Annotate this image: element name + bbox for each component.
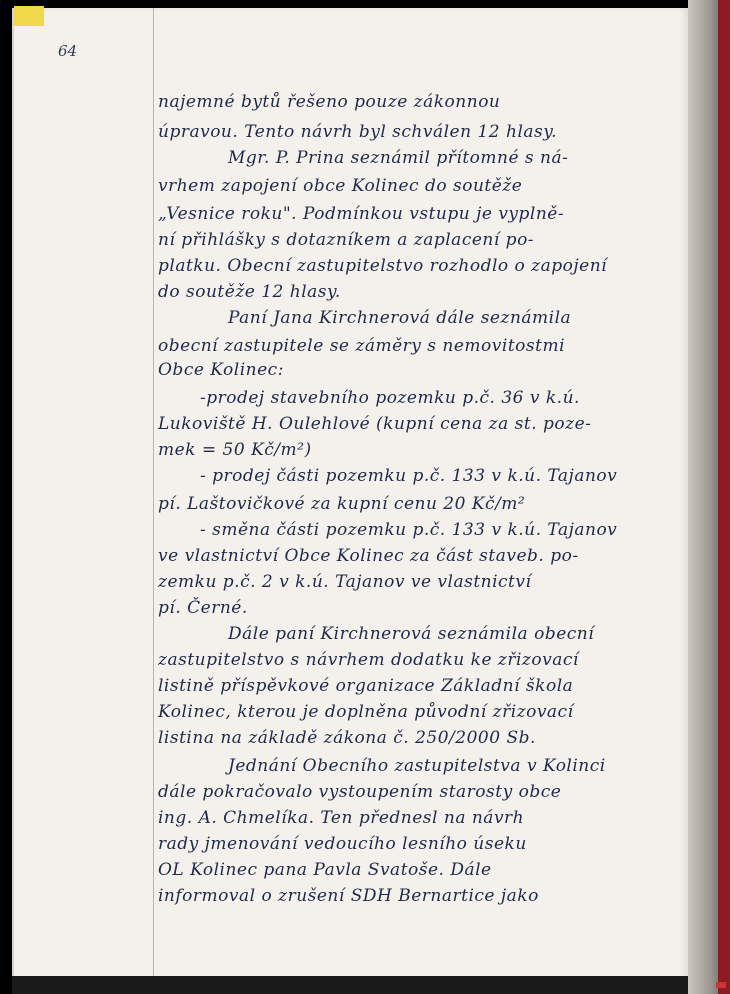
text-line: ní přihlášky s dotazníkem a zaplacení po- xyxy=(158,230,535,250)
text-line: do soutěže 12 hlasy. xyxy=(158,282,341,302)
text-line: dále pokračovalo vystoupením starosty obce xyxy=(158,782,562,802)
text-line: Mgr. P. Prina seznámil přítomné s ná- xyxy=(228,148,569,168)
text-line: zemku p.č. 2 v k.ú. Tajanov ve vlastnictví xyxy=(158,572,532,592)
text-line: pí. Černé. xyxy=(158,598,248,618)
text-line: Obce Kolinec: xyxy=(158,360,284,380)
text-line: vrhem zapojení obce Kolinec do soutěže xyxy=(158,176,523,196)
text-line: platku. Obecní zastupitelstvo rozhodlo o zapojení xyxy=(158,256,608,276)
text-line: Paní Jana Kirchnerová dále seznámila xyxy=(228,308,572,328)
text-line: úpravou. Tento návrh byl schválen 12 hlasy. xyxy=(158,122,557,142)
text-line: Lukoviště H. Oulehlové (kupní cena za st. poze- xyxy=(158,414,592,434)
page-number: 64 xyxy=(58,42,78,60)
text-line: Dále paní Kirchnerová seznámila obecní xyxy=(228,624,595,644)
text-line: ve vlastnictví Obce Kolinec za část staveb. po- xyxy=(158,546,579,566)
text-line: Jednání Obecního zastupitelstva v Kolinci xyxy=(228,756,606,776)
text-line: pí. Laštovičkové za kupní cenu 20 Kč/m² xyxy=(158,494,526,514)
text-line: OL Kolinec pana Pavla Svatoše. Dále xyxy=(158,860,492,880)
text-line: -prodej stavebního pozemku p.č. 36 v k.ú. xyxy=(200,388,580,408)
text-line: rady jmenování vedoucího lesního úseku xyxy=(158,834,527,854)
text-line: mek = 50 Kč/m²) xyxy=(158,440,312,460)
text-line: Kolinec, kterou je doplněna původní zřizovací xyxy=(158,702,574,722)
text-line: „Vesnice roku". Podmínkou vstupu je vyplně- xyxy=(158,204,565,224)
text-line: ing. A. Chmelíka. Ten přednesl na návrh xyxy=(158,808,525,828)
text-line: zastupitelstvo s návrhem dodatku ke zřizovací xyxy=(158,650,579,670)
text-line: najemné bytů řešeno pouze zákonnou xyxy=(158,92,501,112)
text-line: informoval o zrušení SDH Bernartice jako xyxy=(158,886,539,906)
text-line: - směna části pozemku p.č. 133 v k.ú. Tajanov xyxy=(200,520,618,540)
text-line: - prodej části pozemku p.č. 133 v k.ú. Tajanov xyxy=(200,466,618,486)
text-line: listina na základě zákona č. 250/2000 Sb. xyxy=(158,728,536,748)
text-line: obecní zastupitele se záměry s nemovitostmi xyxy=(158,336,566,356)
text-line: listině příspěvkové organizace Základní škola xyxy=(158,676,574,696)
